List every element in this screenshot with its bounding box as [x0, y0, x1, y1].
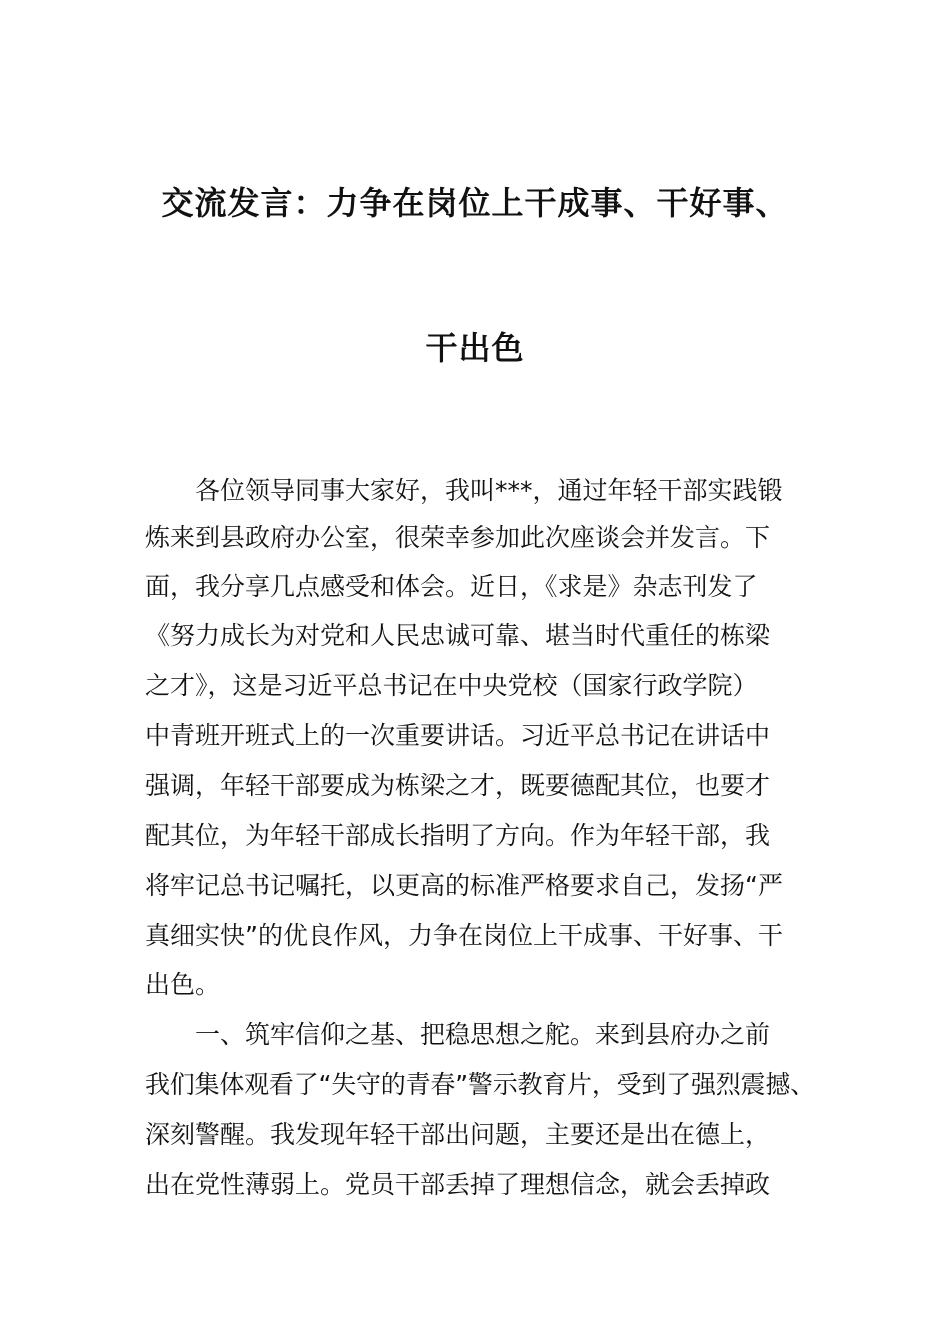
document-title-line-1: 交流发言：力争在岗位上干成事、干好事、 [161, 184, 789, 222]
body-line-14: 深刻警醒。我发现年轻干部出问题，主要还是出在德上， [145, 1120, 771, 1149]
body-line-3: 面，我分享几点感受和体会。近日，《求是》杂志刊发了 [145, 572, 758, 601]
body-line-10: 真细实快”的优良作风，力争在岗位上干成事、干好事、干 [145, 921, 783, 950]
body-line-8: 配其位，为年轻干部成长指明了方向。作为年轻干部，我 [145, 821, 771, 850]
body-line-15: 出在党性薄弱上。党员干部丢掉了理想信念，就会丢掉政 [145, 1170, 771, 1199]
body-line-7: 强调，年轻干部要成为栋梁之才，既要德配其位，也要才 [145, 771, 771, 800]
body-line-1: 各位领导同事大家好，我叫***，通过年轻干部实践锻 [195, 476, 783, 505]
body-line-2: 炼来到县政府办公室，很荣幸参加此次座谈会并发言。下 [145, 523, 771, 552]
body-line-11: 出色。 [145, 970, 221, 999]
body-line-12: 一、筑牢信仰之基、把稳思想之舵。来到县府办之前 [195, 1020, 771, 1049]
body-line-9: 将牢记总书记嘱托，以更高的标准严格要求自己，发扬“严 [145, 871, 783, 900]
body-line-5: 之才》，这是习近平总书记在中央党校（国家行政学院） [145, 671, 758, 700]
document-title-line-2: 干出色 [425, 329, 525, 367]
body-line-13: 我们集体观看了“失守的青春”警示教育片，受到了强烈震撼、 [145, 1070, 815, 1099]
body-line-4: 《努力成长为对党和人民忠诚可靠、堪当时代重任的栋梁 [145, 621, 771, 650]
body-line-6: 中青班开班式上的一次重要讲话。习近平总书记在讲话中 [145, 721, 771, 750]
